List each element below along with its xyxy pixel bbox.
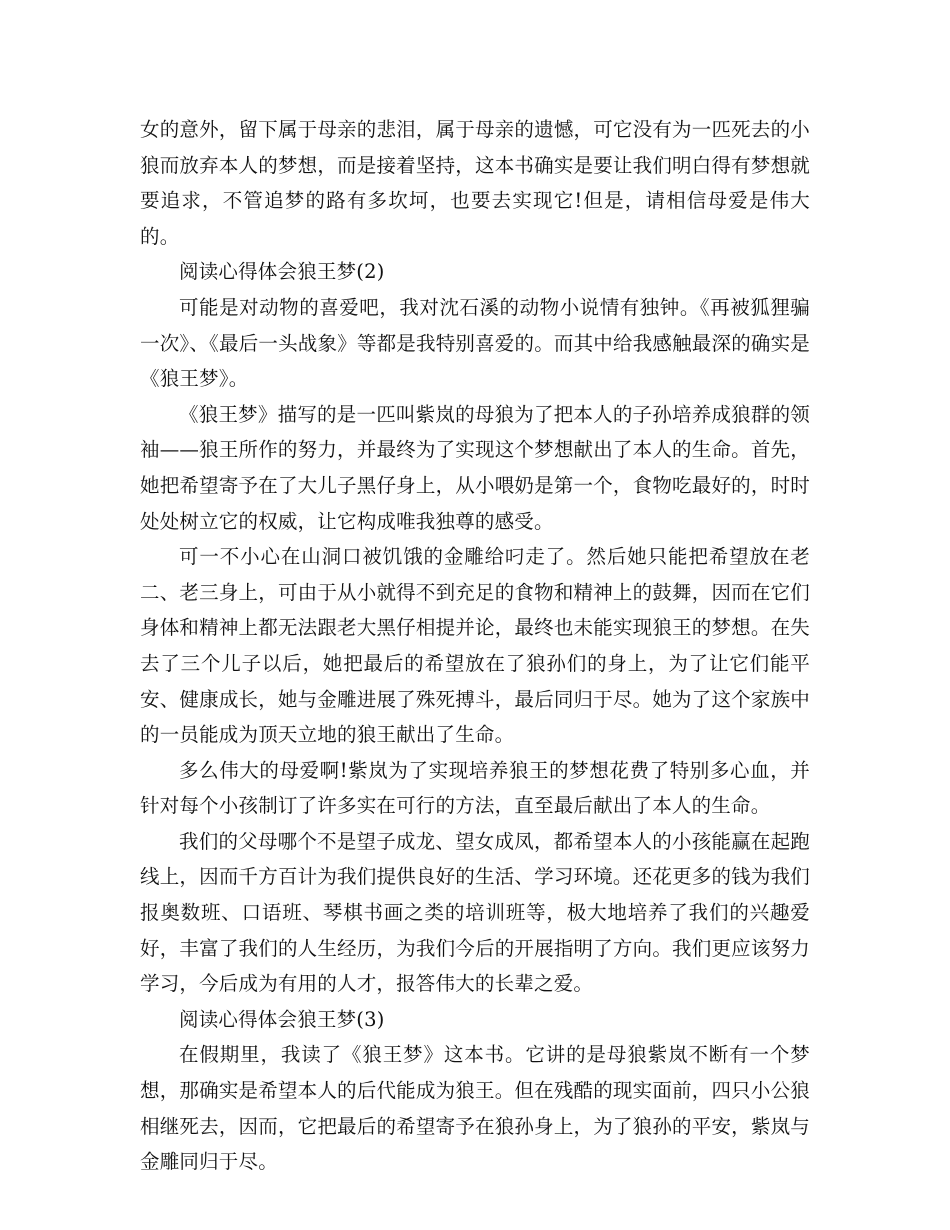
paragraph: 在假期里，我读了《狼王梦》这本书。它讲的是母狼紫岚不断有一个梦想，那确实是希望本人的后代能成为狼王。但在残酷的现实面前，四只小公狼相继死去，因而，它把最后的希望寄予在狼孙身上，为了狼孙的平安，紫岚与金雕同归于尽。 [140, 1043, 810, 1174]
paragraph: 多么伟大的母爱啊!紫岚为了实现培养狼王的梦想花费了特别多心血，并针对每个小孩制订了许多实在可行的方法，直至最后献出了本人的生命。 [140, 758, 810, 818]
document-body [140, 112, 810, 1180]
paragraph: 可能是对动物的喜爱吧，我对沈石溪的动物小说情有独钟。《再被狐狸骗一次》、《最后一头战象》等都是我特别喜爱的。而其中给我感触最深的确实是《狼王梦》。 [140, 295, 811, 391]
section-heading-3: 阅读心得体会狼王梦(3) [179, 1007, 385, 1031]
paragraph: 我们的父母哪个不是望子成龙、望女成凤，都希望本人的小孩能赢在起跑线上，因而千方百计为我们提供良好的生活、学习环境。还花更多的钱为我们报奥数班、口语班、琴棋书画之类的培训班等，极大地培养了我们的兴趣爱好，丰富了我们的人生经历，为我们今后的开展指明了方向。我们更应该努力学习，今后成为有用的人才，报答伟大的长辈之爱。 [140, 829, 810, 996]
section-heading-2: 阅读心得体会狼王梦(2) [179, 260, 385, 284]
paragraph: 可一不小心在山洞口被饥饿的金雕给叼走了。然后她只能把希望放在老二、老三身上，可由于从小就得不到充足的食物和精神上的鼓舞，因而在它们身体和精神上都无法跟老大黑仔相提并论，最终也未能实现狼王的梦想。在失去了三个儿子以后，她把最后的希望放在了狼孙们的身上，为了让它们能平安、健康成长，她与金雕进展了殊死搏斗，最后同归于尽。她为了这个家族中的一员能成为顶天立地的狼王献出了生命。 [140, 545, 810, 747]
paragraph: 《狼王梦》描写的是一匹叫紫岚的母狼为了把本人的子孙培养成狼群的领袖——狼王所作的努力，并最终为了实现这个梦想献出了本人的生命。首先，她把希望寄予在了大儿子黑仔身上，从小喂奶是第一个，食物吃最好的，时时处处树立它的权威，让它构成唯我独尊的感受。 [140, 402, 810, 533]
paragraph-continuation: 女的意外，留下属于母亲的悲泪，属于母亲的遗憾，可它没有为一匹死去的小狼而放弃本人的梦想，而是接着坚持，这本书确实是要让我们明白得有梦想就要追求，不管追梦的路有多坎坷，也要去实现它!但是，请相信母爱是伟大的。 [140, 118, 810, 248]
